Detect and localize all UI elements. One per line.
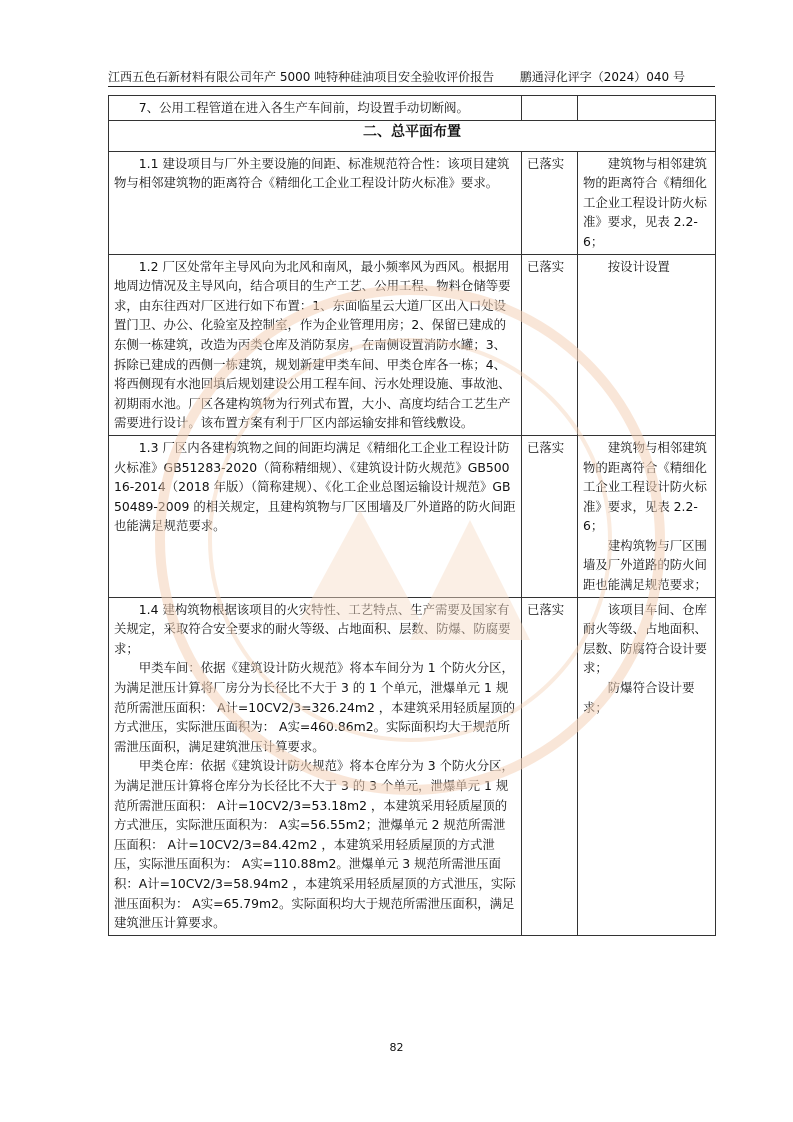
checklist-table [108,95,716,936]
row-content [109,151,522,254]
table-row [109,151,716,254]
table-row [109,96,716,121]
table-row [109,254,716,435]
row-content [109,597,522,935]
row-text: 7、公用工程管道在进入各生产车间前，均设置手动切断阀。 [138,100,469,115]
report-number: 鹏通浔化评字（2024）040 号 [519,70,685,84]
row-content [109,96,522,121]
row-remark [578,96,716,121]
remark-text: 防爆符合设计要求； [583,680,695,715]
row-status [522,96,578,121]
row-content [109,254,522,435]
row-text: 1.4 建构筑物根据该项目的火灾特性、工艺特点、生产需要及国家有关规定，采取符合安全要求的耐火等级、占地面积、层数、防爆、防腐要求； [114,601,511,656]
row-status: 已落实 [522,151,578,254]
row-status: 已落实 [522,597,578,935]
row-text: 甲类仓库：依据《建筑设计防火规范》将本仓库分为 3 个防火分区，为满足泄压计算将仓库分为长径比不大于 3 的 3 个单元，泄爆单元 1 规范所需泄压面积： A计=10CV2/3=53.18m2 ，本建筑采用轻质屋顶的方式泄压，实际泄压面积为： A实=56.55m2；泄爆单元 2 规范所需泄压面积： A计=10CV2/3=84.42m2 ，本建筑采用轻质屋顶的方式泄压，实际泄压面积为： A实=110.88m2。泄爆单元 3 规范所需泄压面积：A计=10CV2/3=58.94m2 ，本建筑采用轻质屋顶的方式泄压，实际泄压面积为： A实=65.79m2。实际面积均大于规范所需泄压面积，满足建筑泄压计算要求。 [114,758,516,931]
section-title: 二、总平面布置 [109,120,716,151]
row-text: 甲类车间：依据《建筑设计防火规范》将本车间分为 1 个防火分区，为满足泄压计算将厂房分为长径比不大于 3 的 1 个单元，泄爆单元 1 规范所需泄压面积： A计=10CV2/3=326.24m2 ，本建筑采用轻质屋顶的方式泄压，实际泄压面积为： A实=460.86m2。实际面积均大于规范所需泄压面积，满足建筑泄压计算要求。 [114,660,516,754]
row-remark [578,597,716,935]
remark-text: 按设计设置 [607,258,670,274]
row-status: 已落实 [522,435,578,597]
page-header [108,70,715,87]
remark-text: 建构筑物与厂区围墙及厂外道路的防火间距也能满足规范要求； [583,537,707,593]
row-text: 1.3 厂区内各建构筑物之间的间距均满足《精细化工企业工程设计防火标准》GB51283-2020（简称精细规）、《建筑设计防火规范》GB50016-2014（2018 年版）（简称建规）、《化工企业总图运输设计规范》GB50489-2009 的相关规定，且建构筑物与厂区围墙及厂外道路的防火间距也能满足规范要求。 [114,439,516,534]
row-status: 已落实 [522,254,578,435]
table-row [109,435,716,597]
page-number: 82 [389,1041,404,1054]
section-row [109,120,716,151]
row-remark [578,254,716,435]
row-text: 1.2 厂区处常年主导风向为北风和南风，最小频率风为西风。根据用地周边情况及主导风向，结合项目的生产工艺、公用工程、物料仓储等要求，由东往西对厂区进行如下布置：1、东面临星云大道厂区出入口处设置门卫、办公、化验室及控制室，作为企业管理用房；2、保留已建成的东侧一栋建筑，改造为丙类仓库及消防泵房，在南侧设置消防水罐；3、拆除已建成的西侧一栋建筑，规划新建甲类车间、甲类仓库各一栋；4、将西侧现有水池回填后规划建设公用工程车间、污水处理设施、事故池、初期雨水池。厂区各建构筑物为行列式布置，大小、高度均结合工艺生产需要进行设计。该布置方案有利于厂区内部运输安排和管线敷设。 [114,258,511,431]
remark-text: 建筑物与相邻建筑物的距离符合《精细化工企业工程设计防火标准》要求，见表 2.2-6； [583,439,707,534]
report-title: 江西五色石新材料有限公司年产 5000 吨特种硅油项目安全验收评价报告 [108,70,495,84]
remark-text: 该项目车间、仓库耐火等级、占地面积、层数、防腐符合设计要求； [583,601,707,676]
row-text: 1.1 建设项目与厂外主要设施的间距、标准规范符合性：该项目建筑物与相邻建筑物的距离符合《精细化工企业工程设计防火标准》要求。 [114,155,510,191]
row-content [109,435,522,597]
remark-text: 建筑物与相邻建筑物的距离符合《精细化工企业工程设计防火标准》要求，见表 2.2-6； [583,155,707,249]
row-remark [578,435,716,597]
table-row [109,597,716,935]
row-remark [578,151,716,254]
